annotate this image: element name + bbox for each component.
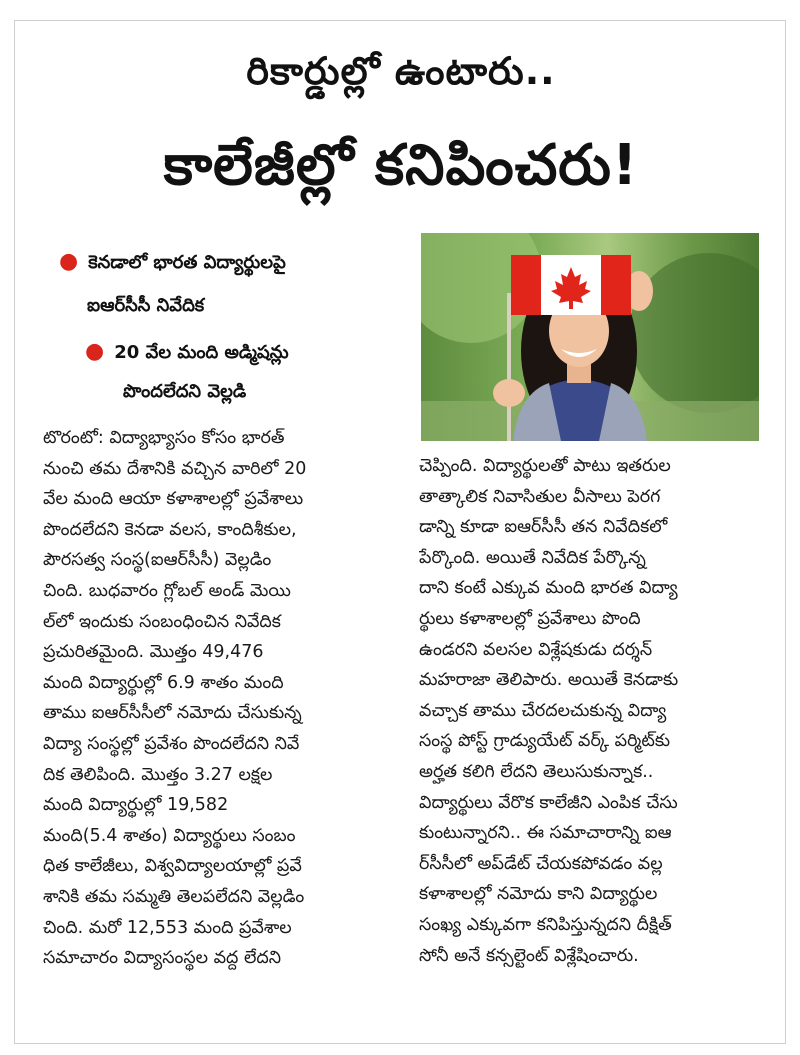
article-line: పొందలేదని కెనడా వలస, కాందిశీకుల, (43, 519, 297, 540)
bullet-dot-icon: ● (59, 249, 79, 274)
article-photo (421, 233, 759, 441)
article-line: పేర్కొంది. అయితే నివేదిక పేర్కొన్న (419, 547, 646, 568)
article-line: చింది. మరో 12,553 మంది ప్రవేశాల (43, 917, 292, 938)
article-line: ప్రచురితమైంది. మొత్తం 49,476 (43, 642, 264, 663)
headline-line-1: రికార్డుల్లో ఉంటారు.. (246, 49, 556, 93)
article-line: ర్‌సీసీలో అప్‌డేట్ చేయకపోవడం వల్ల (419, 853, 663, 874)
article-line: తాత్కాలిక నివాసితుల వీసాలు పెరగ (419, 486, 661, 507)
article-line: ధిత కాలేజీలు, విశ్వవిద్యాలయాల్లో ప్రవే (43, 856, 302, 877)
bullet-item: ● 20 వేల మంది అడ్మిషన్లు (85, 339, 289, 364)
article-line: సంఖ్య ఎక్కువగా కనిపిస్తున్నదని దీక్షిత్ (419, 914, 672, 935)
bullet-dot-icon: ● (85, 339, 105, 364)
article-line: విద్యార్థులు వేరొక కాలేజీని ఎంపిక చేసు (419, 792, 678, 813)
article-line: మహరాజా తెలిపారు. అయితే కెనడాకు (419, 670, 679, 691)
article-line: సోనీ అనే కన్సల్టెంట్ విశ్లేషించారు. (419, 945, 639, 966)
headline-line-2: కాలేజీల్లో కనిపించరు! (163, 133, 639, 198)
article-line: కళాశాలల్లో నమోదు కాని విద్యార్థుల (419, 884, 658, 905)
article-line: అర్హత కలిగి లేదని తెలుసుకున్నాక.. (419, 761, 654, 782)
article-line: డాన్ని కూడా ఐఆర్‌సీసీ తన నివేదికలో (419, 517, 668, 538)
article-line: ఉండరని వలసల విశ్లేషకుడు దర్శన్ (419, 639, 653, 660)
article-line: దాని కంటే ఎక్కువ మంది భారత విద్యా (419, 578, 678, 599)
woman-with-canada-flag-illustration (421, 233, 759, 441)
bullet-item-continued: పొందలేదని వెల్లడి (123, 381, 247, 402)
article-line: తాము ఐఆర్‌సీసీలో నమోదు చేసుకున్న (43, 703, 302, 724)
article-line: మంది విద్యార్థుల్లో 19,582 (43, 795, 229, 816)
article-line: నుంచి తమ దేశానికి వచ్చిన వారిలో 20 (43, 458, 307, 479)
article-line: మంది(5.4 శాతం) విద్యార్థులు సంబం (43, 825, 296, 846)
bullet-item: ● కెనడాలో భారత విద్యార్థులపై (59, 249, 286, 274)
news-clipping (14, 20, 786, 1044)
article-line: సంస్థ పోస్ట్ గ్రాడ్యుయేట్ వర్క్ పర్మిట్‌కు (419, 731, 671, 752)
article-column-left (43, 423, 415, 974)
article-line: కుంటున్నారని.. ఈ సమాచారాన్ని ఐఆ (419, 823, 672, 844)
article-line: ల్‌లో ఇందుకు సంబంధించిన నివేదిక (43, 611, 281, 632)
article-column-right (419, 451, 767, 971)
article-line: ర్థులు కళాశాలల్లో ప్రవేశాలు పొంది (419, 608, 641, 629)
article-line: మంది విద్యార్థుల్లో 6.9 శాతం మంది (43, 672, 284, 693)
article-line: శానికి తమ సమ్మతి తెలపలేదని వెల్లడిం (43, 886, 305, 907)
article-line: వచ్చాక తాము చేరదలచుకున్న విద్యా (419, 700, 667, 721)
article-line: సమాచారం విద్యాసంస్థల వద్ద లేదని (43, 948, 282, 969)
article-line: పౌరసత్వ సంస్థ(ఐఆర్‌సీసీ) వెల్లడిం (43, 550, 272, 571)
article-line: టొరంటో: విద్యాభ్యాసం కోసం భారత్ (43, 428, 285, 448)
article-line: దిక తెలిపింది. మొత్తం 3.27 లక్షల (43, 764, 273, 785)
article-line: చెప్పింది. విద్యార్థులతో పాటు ఇతరుల (419, 456, 671, 476)
article-line: చింది. బుధవారం గ్లోబల్ అండ్ మెయి (43, 580, 291, 601)
bullet-item-continued: ఐఆర్‌సీసీ నివేదిక (87, 295, 205, 316)
article-line: వేల మంది ఆయా కళాశాలల్లో ప్రవేశాలు (43, 489, 304, 510)
article-line: విద్యా సంస్థల్లో ప్రవేశం పొందలేదని నివే (43, 733, 300, 754)
